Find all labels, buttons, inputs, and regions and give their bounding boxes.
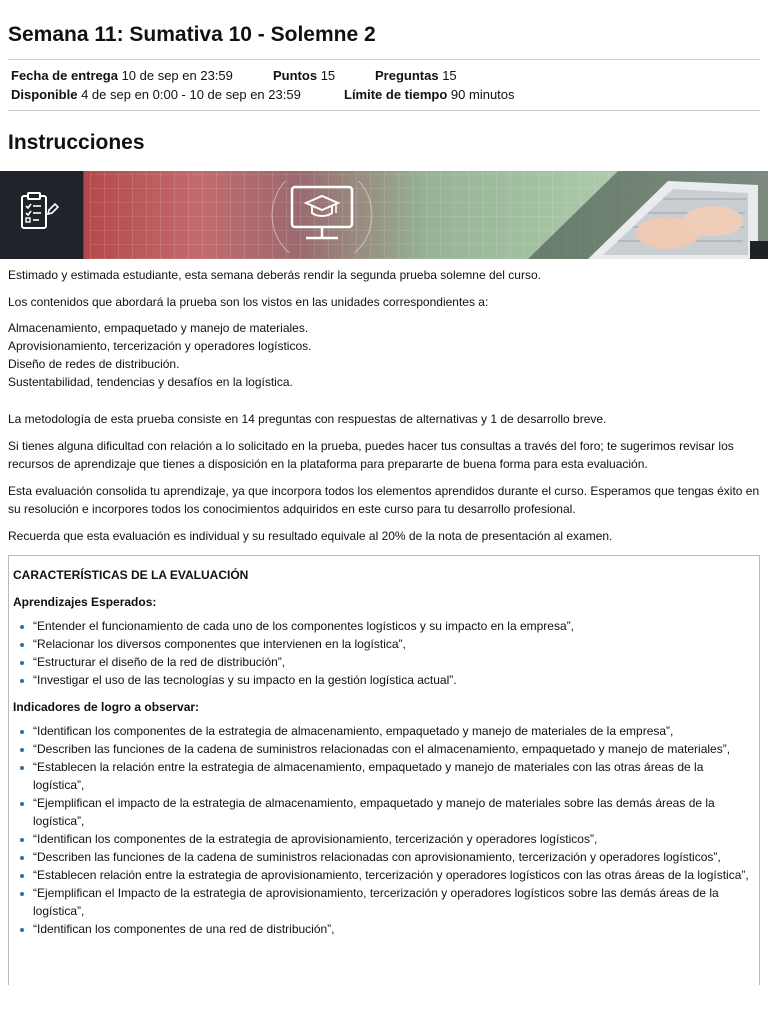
list-item: “Estructurar el diseño de la red de distribución”,: [33, 653, 755, 671]
expected-learning-list: [13, 611, 755, 689]
forum-text: Si tienes alguna dificultad con relación a lo solicitado en la prueba, puedes hacer tus consultas a través del foro; te sugerimos revisar los recursos de aprendizaje que tienes a disposición en la plataforma para prepararte de buena forma para esta evaluación.: [8, 439, 734, 471]
units-list: [8, 311, 760, 391]
list-item: Diseño de redes de distribución.: [8, 357, 180, 371]
monitor-graduation-icon: [262, 181, 382, 253]
list-item: “Ejemplifican el impacto de la estrategia de almacenamiento, empaquetado y manejo de materiales sobre las demás áreas de la logística”,: [33, 794, 755, 830]
list-item: “Investigar el uso de las tecnologías y su impacto en la gestión logística actual”.: [33, 671, 755, 689]
list-item: “Describen las funciones de la cadena de suministros relacionadas con el almacenamiento, empaquetado y manejo de materiales”,: [33, 740, 755, 758]
intro-text: Estimado y estimada estudiante, esta semana deberás rendir la segunda prueba solemne del curso.: [8, 268, 541, 282]
list-item: “Entender el funcionamiento de cada uno de los componentes logísticos y su impacto en la empresa”,: [33, 617, 755, 635]
characteristics-box: [8, 555, 760, 985]
list-item: “Identifican los componentes de la estrategia de aprovisionamiento, tercerización y operadores logísticos”,: [33, 830, 755, 848]
indicators-list: [13, 716, 755, 938]
contents-text: Los contenidos que abordará la prueba son los vistos en las unidades correspondientes a:: [8, 295, 489, 309]
expected-learning-label: Aprendizajes Esperados:: [13, 595, 157, 609]
list-item: “Identifican los componentes de la estrategia de almacenamiento, empaquetado y manejo de materiales de la empresa”,: [33, 722, 755, 740]
list-item: Almacenamiento, empaquetado y manejo de materiales.: [8, 321, 309, 335]
points: Puntos 15: [273, 68, 336, 83]
due-date: Fecha de entrega 10 de sep en 23:59: [11, 68, 233, 83]
methodology-text: La metodología de esta prueba consiste en 14 preguntas con respuestas de alternativas y 1 de desarrollo breve.: [8, 412, 607, 426]
quiz-meta: [8, 60, 760, 110]
time-limit: Límite de tiempo 90 minutos: [344, 87, 515, 102]
characteristics-heading: CARACTERÍSTICAS DE LA EVALUACIÓN: [13, 568, 249, 582]
page-title: Semana 11: Sumativa 10 - Solemne 2: [8, 23, 376, 46]
consolidation-text: Esta evaluación consolida tu aprendizaje, ya que incorpora todos los elementos aprendidos durante el curso. Esperamos que tengas éxito en su resolución e incorpores todos los conocimientos adquiridos en este curso para tu desarrollo profesional.: [8, 484, 760, 516]
laptop-hands-image: [508, 171, 768, 259]
list-item: “Describen las funciones de la cadena de suministros relacionadas con aprovisionamiento, tercerización y operadores logísticos”,: [33, 848, 755, 866]
instructions-heading: Instrucciones: [8, 131, 145, 154]
list-item: “Establecen la relación entre la estrategia de almacenamiento, empaquetado y manejo de materiales con las otras áreas de la logística”,: [33, 758, 755, 794]
indicators-label: Indicadores de logro a observar:: [13, 700, 200, 714]
individual-text: Recuerda que esta evaluación es individual y su resultado equivale al 20% de la nota de presentación al examen.: [8, 529, 613, 543]
list-item: “Ejemplifican el Impacto de la estrategia de aprovisionamiento, tercerización y operadores logísticos sobre las demás áreas de la logística”,: [33, 884, 755, 920]
available: Disponible 4 de sep en 0:00 - 10 de sep en 23:59: [11, 87, 301, 102]
banner-image: [0, 171, 768, 259]
checklist-icon: [19, 192, 59, 234]
list-item: “Relacionar los diversos componentes que intervienen en la logística”,: [33, 635, 755, 653]
questions: Preguntas 15: [375, 68, 457, 83]
list-item: Aprovisionamiento, tercerización y operadores logísticos.: [8, 339, 312, 353]
list-item: “Identifican los componentes de una red de distribución”,: [33, 920, 755, 938]
list-item: Sustentabilidad, tendencias y desafíos en la logística.: [8, 375, 293, 389]
list-item: “Establecen relación entre la estrategia de aprovisionamiento, tercerización y operadores logísticos con las otras áreas de la logística”,: [33, 866, 755, 884]
